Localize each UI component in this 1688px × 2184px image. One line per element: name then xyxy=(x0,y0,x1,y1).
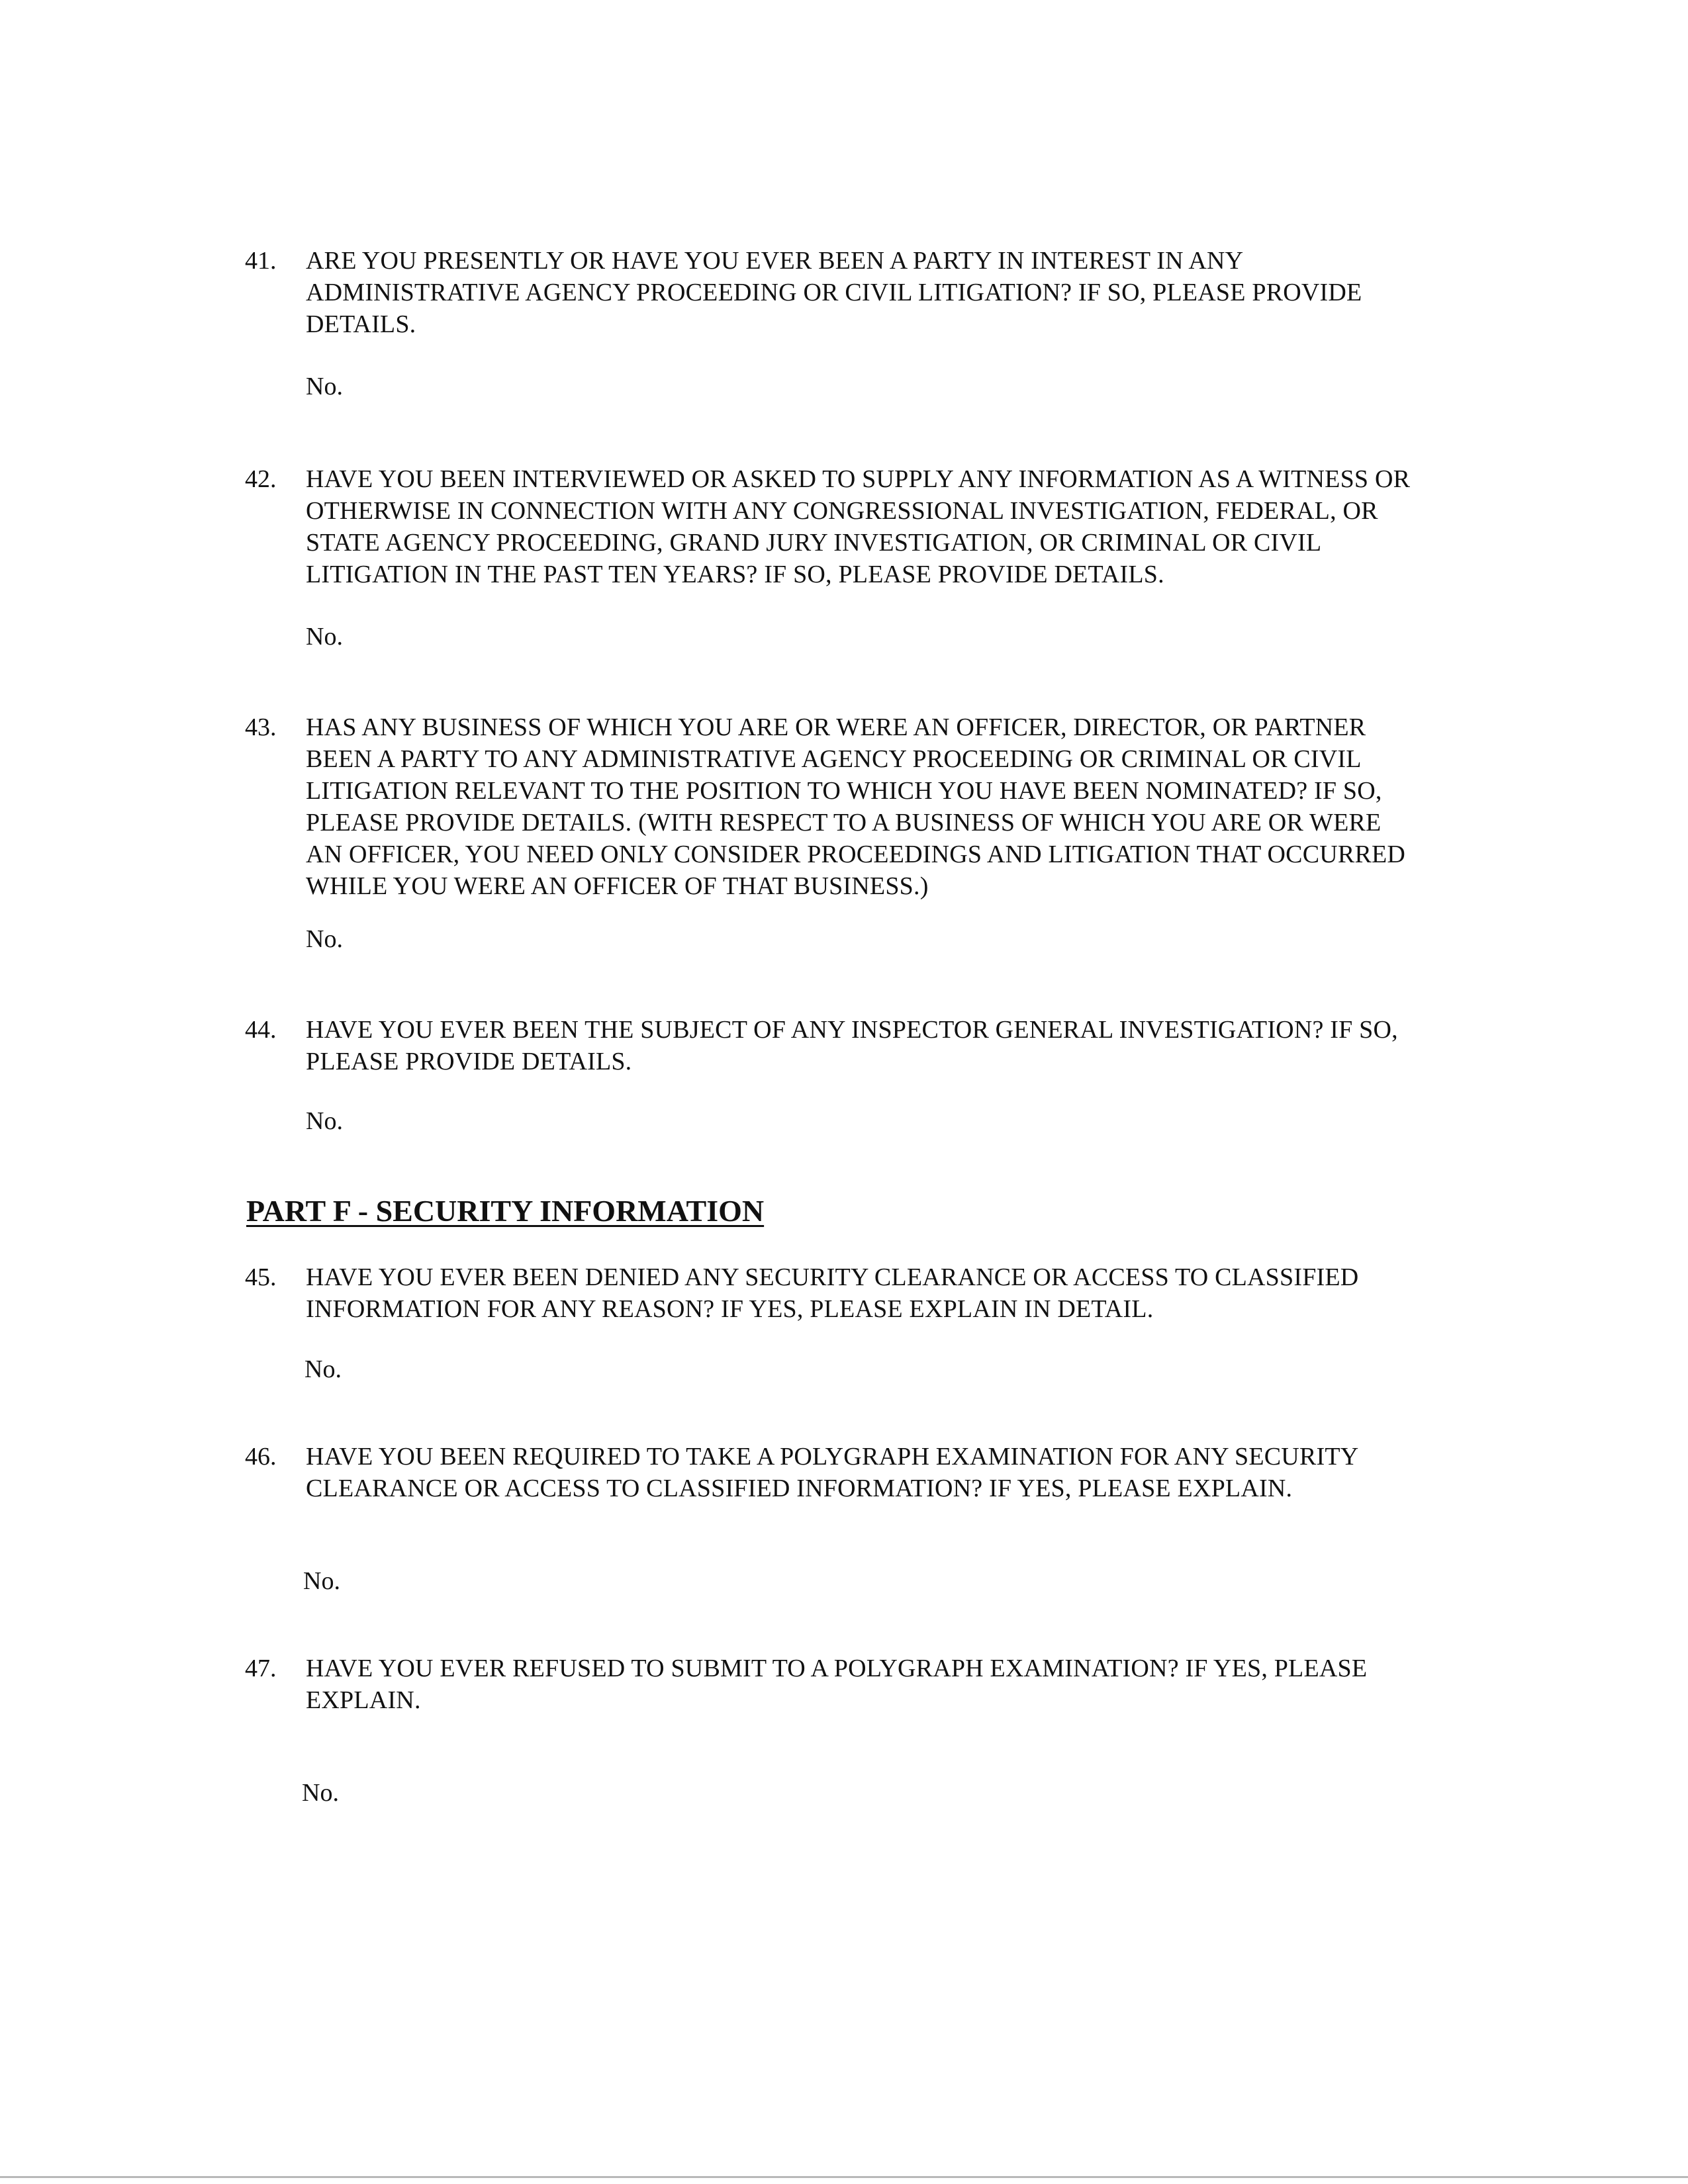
section-heading: PART F - SECURITY INFORMATION xyxy=(246,1194,765,1228)
question-number: 42. xyxy=(245,465,277,493)
answer-42: No. xyxy=(306,623,343,651)
question-text: ARE YOU PRESENTLY OR HAVE YOU EVER BEEN A PARTY IN INTEREST IN ANY ADMINISTRATIVE AGENCY PROCEEDING OR CIVIL LITIGATION? IF SO, PLEASE PROVIDE DETAILS. xyxy=(306,247,1362,338)
answer-46: No. xyxy=(303,1567,340,1595)
question-number: 44. xyxy=(245,1016,277,1044)
question-number: 45. xyxy=(245,1263,277,1291)
question-number: 47. xyxy=(245,1655,277,1682)
question-number: 46. xyxy=(245,1443,277,1471)
question-number: 41. xyxy=(245,247,277,275)
answer-41: No. xyxy=(306,373,343,400)
question-number: 43. xyxy=(245,713,277,741)
answer-44: No. xyxy=(306,1107,343,1135)
question-text: HAVE YOU EVER REFUSED TO SUBMIT TO A POLYGRAPH EXAMINATION? IF YES, PLEASE EXPLAIN. xyxy=(306,1655,1368,1714)
question-text: HAVE YOU EVER BEEN THE SUBJECT OF ANY INSPECTOR GENERAL INVESTIGATION? IF SO, PLEASE PROVIDE DETAILS. xyxy=(306,1016,1398,1075)
question-text: HAS ANY BUSINESS OF WHICH YOU ARE OR WERE AN OFFICER, DIRECTOR, OR PARTNER BEEN A PARTY TO ANY ADMINISTRATIVE AGENCY PROCEEDING OR CRIMINAL OR CIVIL LITIGATION RELEVANT TO THE POSITION TO WHICH YOU HAVE BEEN NOMINATED? IF SO, PLEASE PROVIDE DETAILS. (WITH RESPECT TO A BUSINESS OF WHICH YOU ARE OR WERE AN OFFICER, YOU NEED ONLY CONSIDER PROCEEDINGS AND LITIGATION THAT OCCURRED WHILE YOU WERE AN OFFICER OF THAT BUSINESS.) xyxy=(306,713,1406,900)
question-text: HAVE YOU BEEN REQUIRED TO TAKE A POLYGRAPH EXAMINATION FOR ANY SECURITY CLEARANCE OR ACCESS TO CLASSIFIED INFORMATION? IF YES, PLEASE EXPLAIN. xyxy=(306,1443,1359,1502)
question-text: HAVE YOU BEEN INTERVIEWED OR ASKED TO SUPPLY ANY INFORMATION AS A WITNESS OR OTHERWISE IN CONNECTION WITH ANY CONGRESSIONAL INVESTIGATION, FEDERAL, OR STATE AGENCY PROCEEDING, GRAND JURY INVESTIGATION, OR CRIMINAL OR CIVIL LITIGATION IN THE PAST TEN YEARS? IF SO, PLEASE PROVIDE DETAILS. xyxy=(306,465,1411,588)
answer-45: No. xyxy=(305,1355,342,1383)
answer-47: No. xyxy=(302,1779,339,1807)
question-text: HAVE YOU EVER BEEN DENIED ANY SECURITY CLEARANCE OR ACCESS TO CLASSIFIED INFORMATION FOR ANY REASON? IF YES, PLEASE EXPLAIN IN DETAIL. xyxy=(306,1263,1359,1323)
answer-43: No. xyxy=(306,925,343,953)
page-bottom-edge xyxy=(0,2176,1688,2178)
